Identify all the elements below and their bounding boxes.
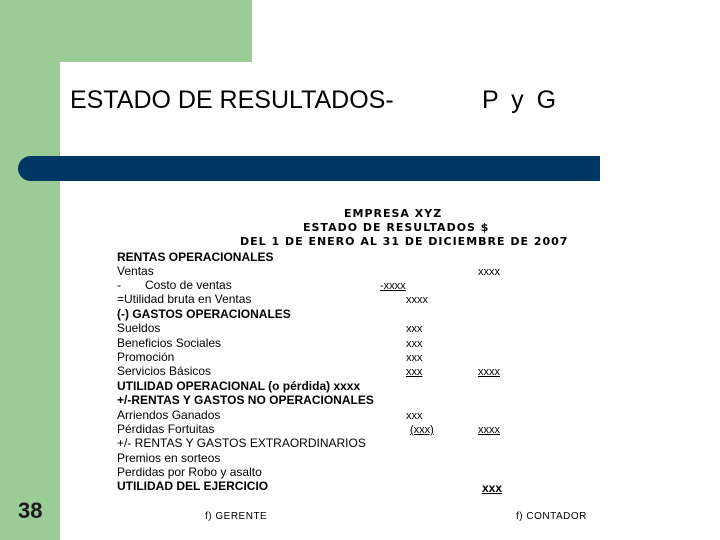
- sueldos-label: Sueldos: [117, 321, 161, 335]
- perdidas-robo-label: Perdidas por Robo y asalto: [117, 465, 262, 479]
- costo-ventas-dash: -: [117, 278, 121, 292]
- utilidad-bruta-amount: xxxx: [406, 294, 428, 306]
- rentas-operacionales-heading: RENTAS OPERACIONALES: [117, 250, 274, 264]
- slide-number: 38: [18, 498, 43, 523]
- utilidad-ejercicio-heading: UTILIDAD DEL EJERCICIO: [117, 479, 269, 493]
- top-accent-band: [0, 0, 252, 62]
- arriendos-amount: xxx: [406, 410, 423, 422]
- perdidas-total-amount: xxxx: [478, 424, 500, 436]
- gerente-signature: f) GERENTE: [205, 511, 268, 522]
- costo-ventas-label: Costo de ventas: [145, 278, 232, 292]
- left-accent-band: [0, 0, 60, 540]
- servicios-label: Servicios Básicos: [117, 364, 212, 378]
- slide-title-suffix: P y G: [482, 86, 560, 114]
- utilidad-operacional-heading: UTILIDAD OPERACIONAL (o pérdida) xxxx: [117, 379, 361, 393]
- beneficios-amount: xxx: [406, 338, 423, 350]
- statement-period: DEL 1 DE ENERO AL 31 DE DICIEMBRE DE 2007: [240, 235, 569, 248]
- perdidas-fortuitas-amount: (xxx): [410, 424, 434, 436]
- utilidad-ejercicio-amount: xxx: [482, 481, 503, 495]
- premios-label: Premios en sorteos: [117, 451, 221, 465]
- title-divider-bar: [18, 156, 600, 181]
- rentas-no-operacionales-heading: +/-RENTAS Y GASTOS NO OPERACIONALES: [117, 393, 374, 407]
- utilidad-bruta-label: =Utilidad bruta en Ventas: [117, 292, 252, 306]
- extraordinarios-heading: +/- RENTAS Y GASTOS EXTRAORDINARIOS: [117, 436, 366, 450]
- slide-title: ESTADO DE RESULTADOS-: [70, 86, 394, 114]
- beneficios-label: Beneficios Sociales: [117, 336, 222, 350]
- promocion-label: Promoción: [117, 350, 175, 364]
- sueldos-amount: xxx: [406, 323, 423, 335]
- perdidas-fortuitas-label: Pérdidas Fortuitas: [117, 422, 215, 436]
- contador-signature: f) CONTADOR: [516, 511, 587, 522]
- servicios-total-amount: xxxx: [478, 366, 500, 378]
- arriendos-label: Arriendos Ganados: [117, 408, 221, 422]
- ventas-label: Ventas: [117, 264, 154, 278]
- servicios-amount: xxx: [406, 366, 423, 378]
- gastos-operacionales-heading: (-) GASTOS OPERACIONALES: [117, 307, 291, 321]
- costo-ventas-amount: -xxxx: [380, 280, 406, 292]
- statement-name: ESTADO DE RESULTADOS $: [303, 221, 490, 234]
- promocion-amount: xxx: [406, 352, 423, 364]
- company-name: EMPRESA XYZ: [344, 207, 443, 220]
- ventas-amount: xxxx: [478, 266, 500, 278]
